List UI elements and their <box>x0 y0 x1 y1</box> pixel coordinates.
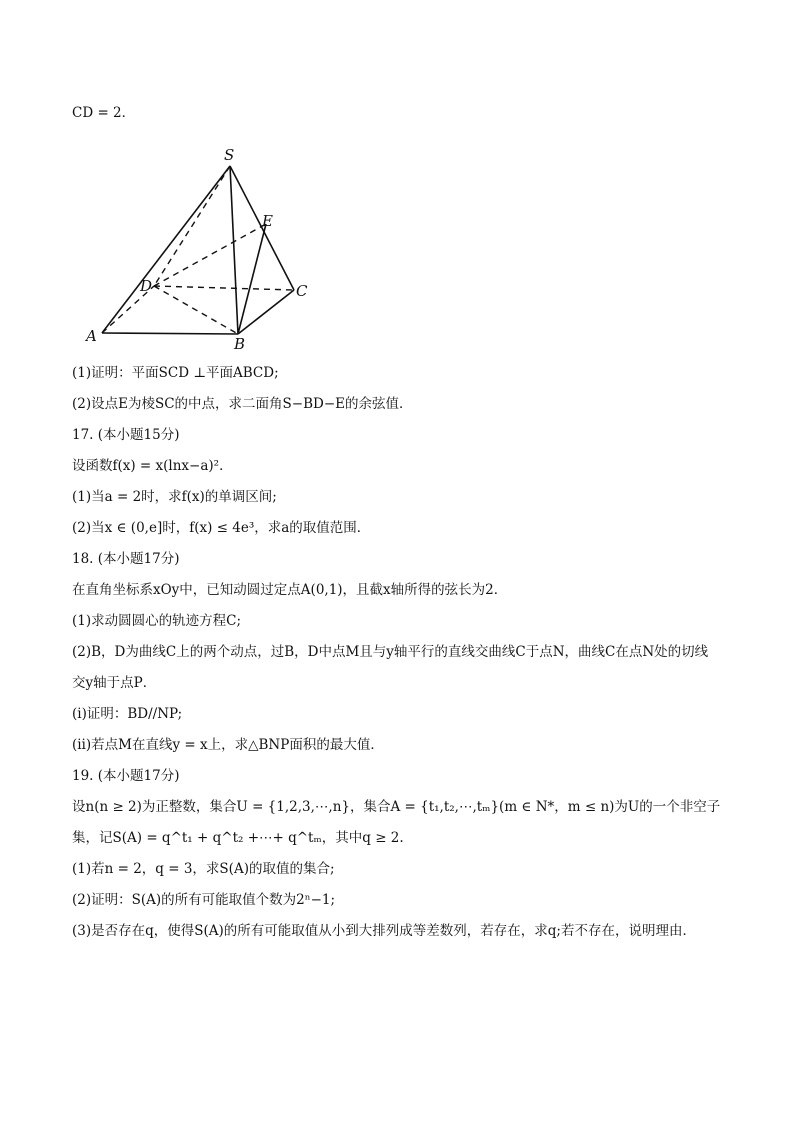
label-C: C <box>296 282 308 300</box>
q19-heading: 19. (本小题17分) <box>72 768 180 784</box>
edge-DB <box>154 286 238 334</box>
edge-SB <box>230 166 238 334</box>
q17-heading: 17. (本小题15分) <box>72 427 180 443</box>
q18-part2-line1: (2)B，D为曲线C上的两个动点，过B，D中点M且与y轴平行的直线交曲线C于点N，曲线C在点N处的切线 <box>72 644 709 660</box>
q18-heading: 18. (本小题17分) <box>72 551 180 567</box>
label-S: S <box>224 146 235 164</box>
edge-BC <box>238 290 294 334</box>
q18-stem: 在直角坐标系xOy中，已知动圆过定点A(0,1)，且截x轴所得的弦长为2． <box>72 582 508 598</box>
q17-stem: 设函数f(x) = x(lnx−a)²． <box>72 458 233 474</box>
edge-BE <box>238 224 266 334</box>
q18-part1: (1)求动圆圆心的轨迹方程C; <box>72 613 242 629</box>
q19-part1: (1)若n = 2，q = 3，求S(A)的取值的集合; <box>72 861 335 877</box>
label-E: E <box>262 212 273 230</box>
label-D: D <box>140 277 153 295</box>
q18-part2-line2: 交y轴于点P． <box>72 675 157 691</box>
q18-part2-ii: (ⅱ)若点M在直线y = x上，求△BNP面积的最大值． <box>72 737 384 753</box>
edge-SA <box>102 166 230 333</box>
label-A: A <box>86 327 97 345</box>
edge-DC <box>154 286 294 290</box>
q19-part2: (2)证明：S(A)的所有可能取值个数为2ⁿ−1; <box>72 892 336 908</box>
intro-text: CD = 2． <box>72 105 136 121</box>
pyramid-figure <box>72 138 322 356</box>
q16-part1: (1)证明：平面SCD ⊥平面ABCD; <box>72 365 279 381</box>
q19-stem-line2: 集，记S(A) = q^t₁ + q^t₂ +⋯+ q^tₘ，其中q ≥ 2. <box>72 830 404 846</box>
q17-part2: (2)当x ∈ (0,e]时，f(x) ≤ 4e³，求a的取值范围． <box>72 520 371 536</box>
q16-part2: (2)设点E为棱SC的中点，求二面角S−BD−E的余弦值． <box>72 396 413 412</box>
q17-part1: (1)当a = 2时，求f(x)的单调区间; <box>72 489 277 505</box>
label-B: B <box>234 335 246 353</box>
edge-DE <box>154 224 266 286</box>
q19-stem-line1: 设n(n ≥ 2)为正整数，集合U = {1,2,3,⋯,n}，集合A = {t₁,t₂,⋯,tₘ}(m ∈ N*，m ≤ n)为U的一个非空子 <box>72 799 721 815</box>
pyramid-diagram <box>72 138 322 356</box>
edge-AB <box>102 333 238 334</box>
edge-SD <box>154 166 230 286</box>
q19-part3: (3)是否存在q，使得S(A)的所有可能取值从小到大排列成等差数列，若存在，求q;若不存在，说明理由． <box>72 923 696 939</box>
q18-part2-i: (ⅰ)证明：BD//NP; <box>72 706 183 722</box>
